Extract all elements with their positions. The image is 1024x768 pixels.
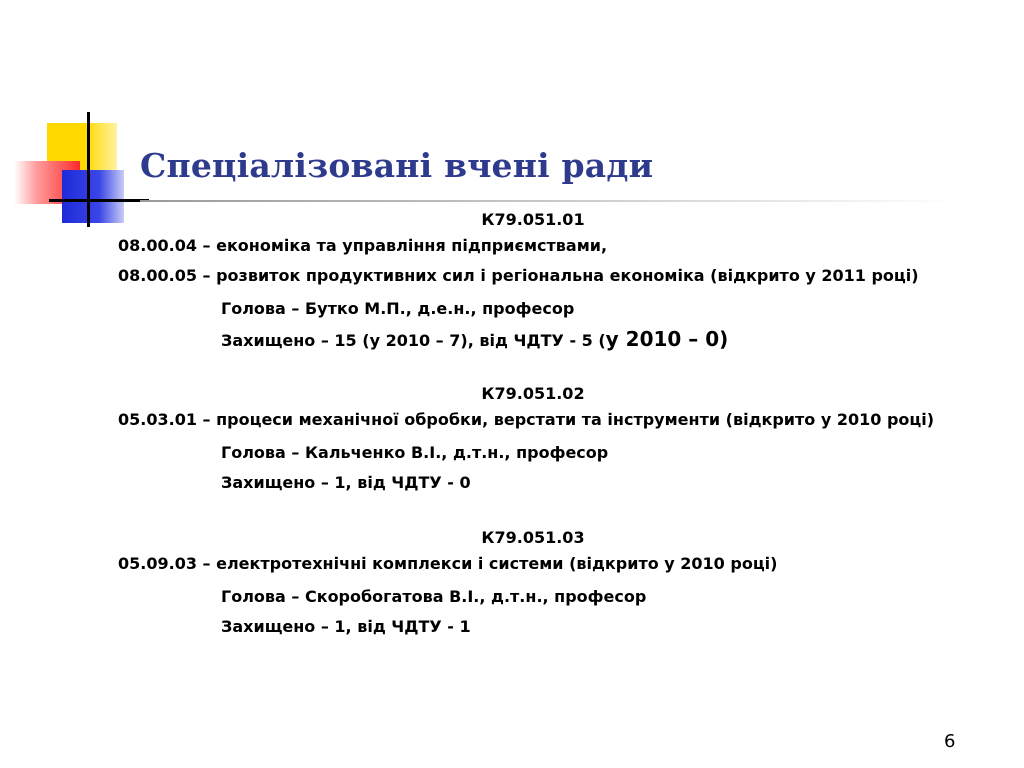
slide-title: Спеціалізовані вчені ради: [140, 146, 654, 185]
slide-content: [118, 206, 948, 642]
title-underline: [140, 200, 960, 202]
council-block-2: [118, 380, 948, 498]
council-code: К79.051.02: [481, 384, 585, 403]
defended-highlight: у 2010 – 0): [605, 327, 729, 351]
council-defended: Захищено – 1, від ЧДТУ - 0: [221, 473, 471, 492]
specialty-item: 05.03.01 – процеси механічної обробки, верстати та інструменти (відкрито у 2010 році): [118, 410, 935, 429]
council-code: К79.051.03: [481, 528, 585, 547]
council-head: Голова – Скоробогатова В.І., д.т.н., професор: [221, 587, 647, 606]
vertical-line: [87, 112, 90, 227]
horizontal-line: [49, 199, 149, 202]
blue-square: [62, 170, 124, 223]
council-defended: [118, 324, 948, 354]
defended-text: Захищено – 15 (у 2010 – 7), від ЧДТУ - 5 (: [221, 331, 606, 350]
council-code: К79.051.01: [481, 210, 585, 229]
council-defended: Захищено – 1, від ЧДТУ - 1: [221, 617, 471, 636]
council-head: Голова – Бутко М.П., д.е.н., професор: [221, 299, 575, 318]
decorative-logo: [0, 0, 140, 240]
council-block-1: [118, 206, 948, 354]
specialty-item: 05.09.03 – електротехнічні комплекси і системи (відкрито у 2010 році): [118, 554, 778, 573]
council-head: Голова – Кальченко В.І., д.т.н., професор: [221, 443, 609, 462]
specialty-item: 08.00.04 – економіка та управління підприємствами,: [118, 236, 608, 255]
council-block-3: [118, 524, 948, 642]
page-number: 6: [944, 731, 956, 752]
specialty-item: 08.00.05 – розвиток продуктивних сил і регіональна економіка (відкрито у 2011 році): [118, 266, 919, 285]
